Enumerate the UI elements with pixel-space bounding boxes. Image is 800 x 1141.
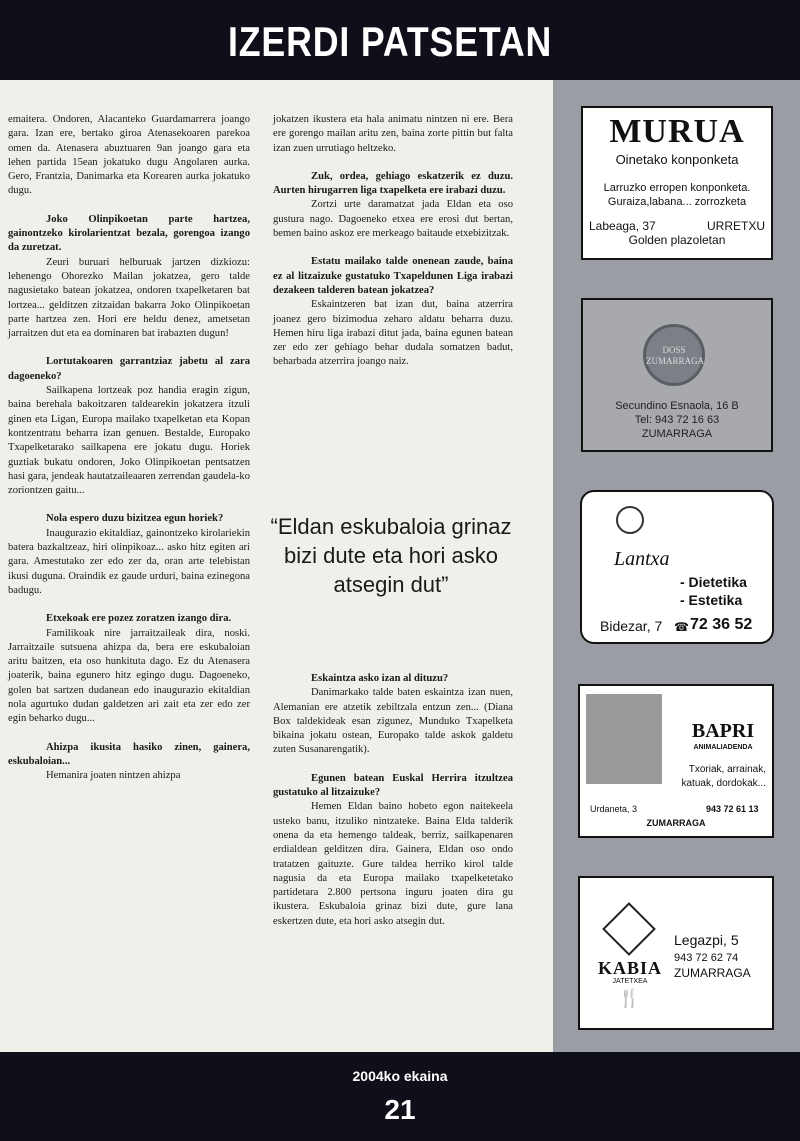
kabia-phone: 943 72 62 74 bbox=[674, 952, 739, 964]
bapri-address: Urdaneta, 3 bbox=[590, 804, 638, 814]
lantxa-address: Bidezar, 7 bbox=[600, 618, 663, 634]
paragraph: Eskaintzeren bat izan dut, baina atzerrira joanez gero bizimodua zeharo aldatu beharra duzu. Hemen hiru liga irabazi ditut jada, baina egunen batean zer edo zer gehiago behar dudala somatzen badut, beharbada atzerrira joango naiz. bbox=[273, 299, 513, 368]
bapri-town: ZUMARRAGA bbox=[646, 818, 706, 828]
question: Lortutakoaren garrantziaz jabetu al zara dagoeneko? bbox=[8, 356, 250, 382]
bapri-name: BAPRI bbox=[691, 720, 755, 742]
article-column-2-lower bbox=[273, 672, 513, 929]
lantxa-emblem-icon bbox=[616, 506, 644, 534]
kabia-subtitle: JATETXEA bbox=[612, 978, 648, 985]
paragraph: Familikoak nire jarraitzaileak dira, noski. Jarraitzaile sutsuena ahizpa da, bera ere eskubaloian aritu baitzen, eta oso hunkituta dago. Ez du Atenasera joaterik, baina egunero hitz egingo dugu. Dagoeneko, golen bat sartzen dudanean edo inaugurazio ekitaldian nola agurtuko dudan galdetzen ari zait eta zer edo zer egin beharko dugu... bbox=[8, 627, 250, 725]
kabia-address: Legazpi, 5 bbox=[674, 932, 739, 948]
murua-name: MURUA bbox=[609, 113, 745, 150]
kabia-town: ZUMARRAGA bbox=[674, 966, 751, 980]
murua-town: URRETXU bbox=[706, 219, 765, 233]
bapri-subtitle: ANIMALIADENDA bbox=[693, 744, 753, 751]
lantxa-logo: Lantxa bbox=[614, 548, 670, 570]
bird-photo bbox=[586, 694, 662, 784]
page-number: 21 bbox=[384, 1094, 416, 1125]
lantxa-phone: 72 36 52 bbox=[690, 616, 753, 633]
question: Joko Olinpikoetan parte hartzea, gainontzeko kirolarientzat bezala, gorengoa izango da zuretzat. bbox=[8, 213, 250, 254]
kabia-name: KABIA bbox=[597, 958, 662, 978]
question: Etxekoak ere pozez zoratzen izango dira. bbox=[46, 613, 232, 625]
bapri-phone: 943 72 61 13 bbox=[706, 804, 759, 814]
issue-date: 2004ko ekaina bbox=[352, 1068, 448, 1084]
doss-logo bbox=[643, 324, 705, 386]
pull-quote: “Eldan eskubaloia grinaz bizi dute eta hori asko atsegin dut” bbox=[270, 514, 512, 597]
bapri-description-2: katuak, dordokak... bbox=[681, 778, 766, 789]
paragraph: Zortzi urte daramatzat jada Eldan eta oso gustura nago. Dagoeneko etxea ere erosi dut bertan, bemen baino askoz ere merkeago baitaude etxebizitzak. bbox=[273, 199, 513, 240]
ad-lantxa bbox=[580, 490, 774, 644]
murua-subtitle: Oinetako konponketa bbox=[615, 152, 739, 167]
question: Nola espero duzu bizitzea egun horiek? bbox=[46, 513, 224, 525]
phone-icon: ☎ bbox=[674, 620, 689, 634]
ad-doss bbox=[581, 298, 773, 452]
murua-description: Larruzko erropen konponketa. Guraiza,labana... zorrozketa bbox=[603, 182, 751, 208]
question: Ahizpa ikusita hasiko zinen, gainera, eskubaloian... bbox=[8, 741, 250, 767]
ad-bapri bbox=[578, 684, 774, 838]
paragraph: Hemanira joaten nintzen ahizpa bbox=[46, 770, 181, 782]
question: Egunen batean Euskal Herrira itzultzea gustatuko al litzaizuke? bbox=[273, 772, 513, 799]
lantxa-service-2: - Estetika bbox=[680, 592, 743, 608]
question: Estatu mailako talde onenean zaude, baina ez al litzaizuke gustatuko Txapeldunen Liga irabazi dezakeen talderen batean jokatzea? bbox=[273, 256, 513, 296]
murua-place: Golden plazoletan bbox=[628, 233, 726, 247]
doss-logo-text: DOSS ZUMARRAGA bbox=[646, 345, 705, 366]
paragraph: jokatzen ikustera eta hala animatu nintzen ni ere. Bera ere gorengo mailan aritu zen, baina zorte pittin but falta izan zuen urrutiago heltzeko. bbox=[273, 114, 513, 154]
cutlery-icon: 🍴 bbox=[618, 988, 641, 1008]
bapri-description-1: Txoriak, arrainak, bbox=[688, 764, 766, 775]
article-column-1 bbox=[8, 113, 250, 783]
paragraph: Hemen Eldan baino hobeto egon naitekeela usteko banu, itzuliko nintzateke. Baina Elda talderik onena da eta hemengo taldeak, berriz, sailkapenaren erdialdean gelditzen dira. Gainera, Eldan oso ondo tratatzen gaituzte. Gure taldea herriko kirol talde nagusia da eta Europa mailako txapelketetako partidetara 2.800 pertsona inguru joaten dira gu ikustera. Eskubaloia grinaz bizi dute, gure lana eskertzen dute, eta hori asko atsegin dut. bbox=[273, 801, 513, 927]
article-column-2 bbox=[273, 113, 513, 370]
ad-kabia bbox=[578, 876, 774, 1030]
paragraph: Sailkapena lortzeak poz handia eragin zigun, baina berehala bakoitzaren taldearekin jokatzera itzuli ginen eta Ligan, Europa mailako txapelketan eta Kopan kontzentratu beharra izan genuen. Bestalde, Europako Txapelketarako sailkapena ere jokatu dugu. Horiek guztiak bukatu ondoren, Joko Olinpikoetan pentsatzen hasi gara, jendeak hautatzaileaaren zerrendan gaudela-ko zoriontzen gaitu... bbox=[8, 385, 250, 497]
page-title: IZERDI PATSETAN bbox=[228, 18, 553, 65]
paragraph: emaitera. Ondoren, Alacanteko Guardamarrera joango gara. Izan ere, bertako giroa Atenasekoaren parekoa omen da. Atenasera abuztuaren 9an joango gara eta lehen partida 15ean jokatuko dugu Angolaren aurka. Gero, Frantzia, Danimarka eta Korearen aurka jokatuko dugu. bbox=[8, 114, 250, 197]
question: Eskaintza asko izan al dituzu? bbox=[311, 673, 449, 684]
doss-town: ZUMARRAGA bbox=[641, 428, 713, 440]
paragraph: Inaugurazio ekitaldiaz, gainontzeko kirolariekin batera bazkaltzeaz, hiri olinpikoaz... asko hitz egiten ari gara. Amestutako zer edo zer da, oran arte telebistan ikusi duguna. Oraindik ez gaude urduri, baina ezinegona badugu. bbox=[8, 527, 250, 596]
ad-murua bbox=[581, 106, 773, 260]
paragraph: Zeuri buruari helburuak jartzen dizkiozu: lehenengo Ohorezko Mailan jokatzea, gero talde nagusietako batean jokatzea, ondoren txapelketaren bat lortzea... gelditzen zitzaidan bakarra Joko Olinpikoetan parte hartzea zen. Hori ere heldu denez, ametsetan jarraitzen dut eta ea dominaren bat irabazten dugun! bbox=[8, 256, 250, 340]
question: Zuk, ordea, gehiago eskatzerik ez duzu. Aurten hirugarren liga txapelketa ere irabazi duzu. bbox=[273, 170, 513, 197]
murua-address: Labeaga, 37 bbox=[589, 219, 656, 233]
lantxa-service-1: - Dietetika bbox=[680, 574, 747, 590]
kabia-emblem-icon bbox=[602, 902, 656, 956]
doss-phone: Tel: 943 72 16 63 bbox=[634, 414, 720, 426]
doss-address: Secundino Esnaola, 16 B bbox=[615, 400, 739, 412]
paragraph: Danimarkako talde baten eskaintza izan nuen, Alemanian ere atzetik zebiltzala entzun zen... (Diana Box taldekideak esan zigunez, Munduko Txapelketa bikaina jokatu ostean, Europako talde askok galdetu zuten Susanarengatik). bbox=[273, 687, 513, 756]
